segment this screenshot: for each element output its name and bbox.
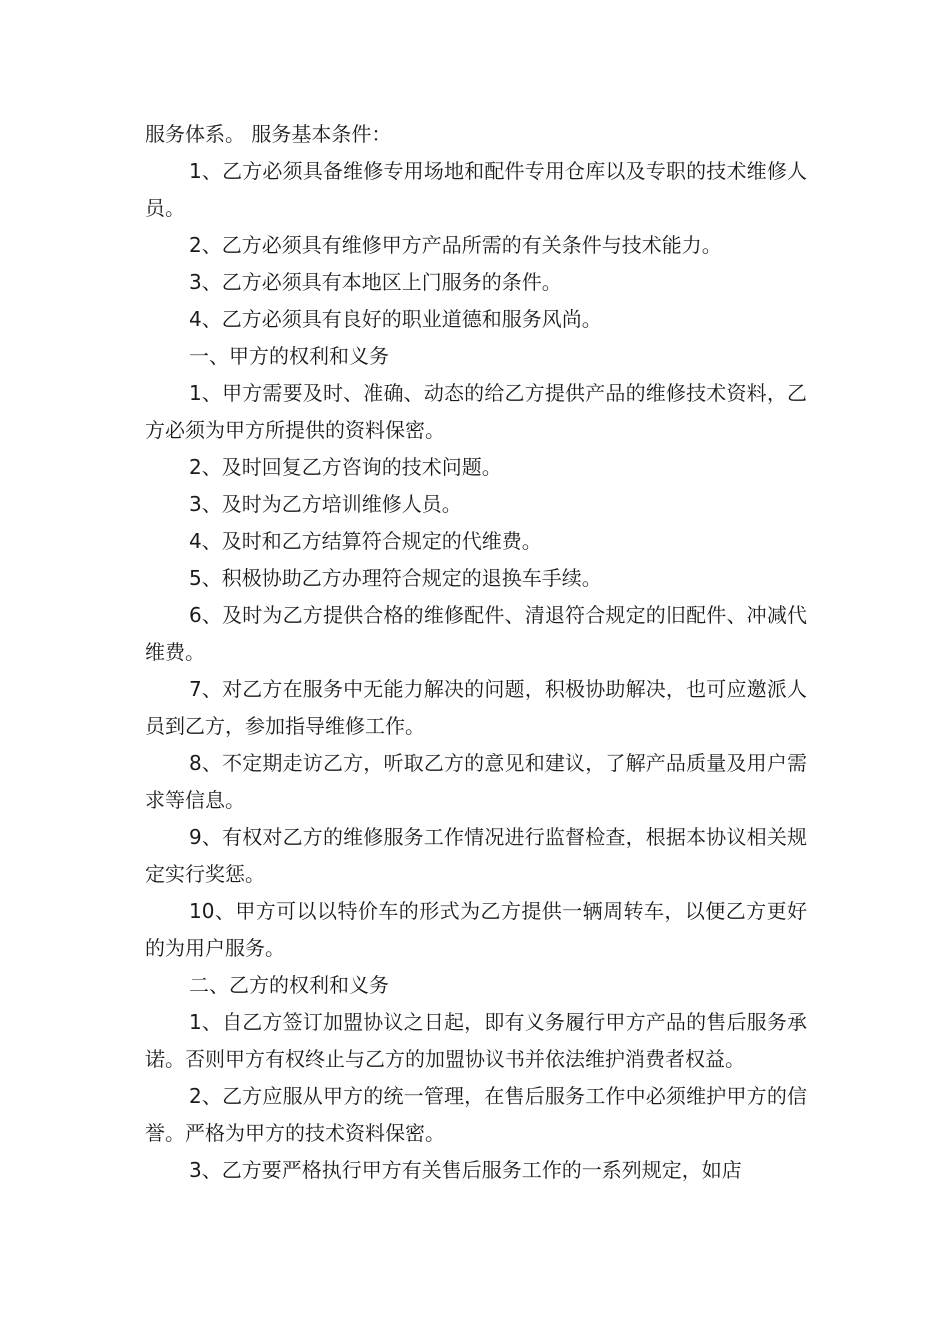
paragraph: 2、乙方必须具有维修甲方产品所需的有关条件与技术能力。 xyxy=(189,233,722,257)
paragraph: 1、甲方需要及时、准确、动态的给乙方提供产品的维修技术资料，乙方必须为甲方所提供的资料保密。 xyxy=(145,381,807,442)
paragraph: 1、乙方必须具备维修专用场地和配件专用仓库以及专职的技术维修人员。 xyxy=(145,159,807,220)
paragraph: 2、及时回复乙方咨询的技术问题。 xyxy=(189,455,502,479)
paragraph: 2、乙方应服从甲方的统一管理，在售后服务工作中必须维护甲方的信誉。严格为甲方的技术资料保密。 xyxy=(145,1084,807,1145)
paragraph: 7、对乙方在服务中无能力解决的问题，积极协助解决，也可应邀派人员到乙方，参加指导维修工作。 xyxy=(145,677,807,738)
paragraph: 6、及时为乙方提供合格的维修配件、清退符合规定的旧配件、冲减代维费。 xyxy=(145,603,807,664)
paragraph: 4、乙方必须具有良好的职业道德和服务风尚。 xyxy=(189,307,602,331)
paragraph: 一、甲方的权利和义务 xyxy=(189,344,389,368)
paragraph: 1、自乙方签订加盟协议之日起，即有义务履行甲方产品的售后服务承诺。否则甲方有权终止与乙方的加盟协议书并依法维护消费者权益。 xyxy=(145,1010,807,1071)
paragraph: 8、不定期走访乙方，听取乙方的意见和建议，了解产品质量及用户需求等信息。 xyxy=(145,751,807,812)
paragraph: 5、积极协助乙方办理符合规定的退换车手续。 xyxy=(189,566,602,590)
paragraph: 9、有权对乙方的维修服务工作情况进行监督检查，根据本协议相关规定实行奖惩。 xyxy=(145,825,807,886)
paragraph: 服务体系。 服务基本条件： xyxy=(145,122,392,146)
paragraph: 3、乙方必须具有本地区上门服务的条件。 xyxy=(189,270,562,294)
paragraph: 二、乙方的权利和义务 xyxy=(189,973,389,997)
paragraph: 3、及时为乙方培训维修人员。 xyxy=(189,492,462,516)
document-body xyxy=(145,116,807,1189)
paragraph: 4、及时和乙方结算符合规定的代维费。 xyxy=(189,529,542,553)
paragraph: 3、乙方要严格执行甲方有关售后服务工作的一系列规定，如店 xyxy=(189,1158,742,1182)
paragraph: 10、甲方可以以特价车的形式为乙方提供一辆周转车，以便乙方更好的为用户服务。 xyxy=(145,899,807,960)
